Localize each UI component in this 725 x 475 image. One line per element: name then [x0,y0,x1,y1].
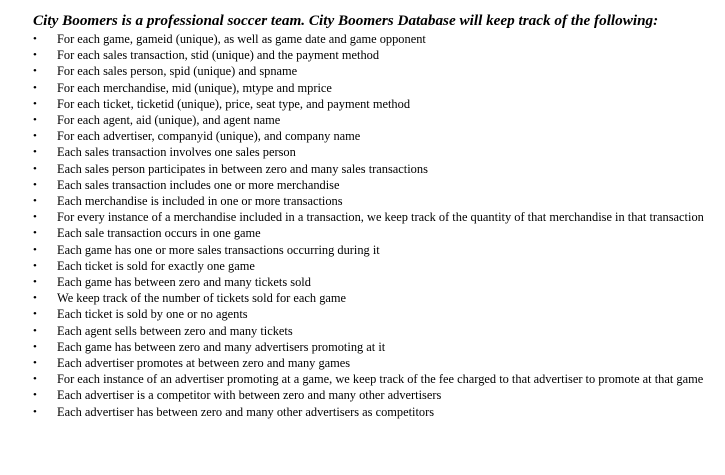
list-item [33,31,717,47]
bullet-icon: • [33,49,37,62]
bullet-icon: • [33,65,37,78]
list-item [33,63,717,79]
bullet-icon: • [33,114,37,127]
bullet-icon: • [33,357,37,370]
list-item [33,371,717,387]
list-item [33,161,717,177]
list-item-text: Each ticket is sold for exactly one game [57,258,255,273]
list-item [33,47,717,63]
list-item-text: Each sales person participates in between zero and many sales transactions [57,161,428,176]
bullet-icon: • [33,162,37,175]
list-item-text: For every instance of a merchandise included in a transaction, we keep track of the quantity of that merchandise in that transaction [57,210,704,225]
bullet-icon: • [33,211,37,224]
bullet-icon: • [33,146,37,159]
list-item-text: Each advertiser promotes at between zero and many games [57,356,351,371]
list-item-text: Each game has one or more sales transactions occurring during it [57,242,380,257]
list-item [33,323,717,339]
bullet-icon: • [33,130,37,143]
list-item [33,242,717,258]
bullet-icon: • [33,340,37,353]
list-item-text: Each merchandise is included in one or more transactions [57,194,343,209]
list-item-text: For each advertiser, companyid (unique), and company name [57,129,361,144]
list-item-text: For each merchandise, mid (unique), mtype and mprice [57,80,332,95]
bullet-icon: • [33,195,37,208]
list-item-text: Each sales transaction involves one sales person [57,145,296,160]
list-item [33,144,717,160]
list-item [33,177,717,193]
list-item-text: For each sales person, spid (unique) and spname [57,64,298,79]
list-item [33,258,717,274]
bullet-icon: • [33,308,37,321]
list-item [33,306,717,322]
bullet-icon: • [33,97,37,110]
list-item [33,193,717,209]
list-item-text: For each agent, aid (unique), and agent name [57,113,281,128]
list-item-text: Each game has between zero and many advertisers promoting at it [57,339,386,354]
list-item-text: For each ticket, ticketid (unique), price, seat type, and payment method [57,96,411,111]
list-item-text: Each advertiser is a competitor with between zero and many other advertisers [57,388,442,403]
bullet-icon: • [33,292,37,305]
bullet-icon: • [33,227,37,240]
list-item-text: Each advertiser has between zero and many other advertisers as competitors [57,404,435,419]
list-item [33,96,717,112]
list-item-text: For each instance of an advertiser promoting at a game, we keep track of the fee charged to that advertiser to promote at that game [57,372,704,387]
list-item-text: Each game has between zero and many tickets sold [57,275,311,290]
bullet-icon: • [33,81,37,94]
list-item-text: Each agent sells between zero and many tickets [57,323,293,338]
list-item [33,274,717,290]
list-item [33,225,717,241]
bullet-icon: • [33,389,37,402]
bullet-icon: • [33,276,37,289]
list-item-text: Each sale transaction occurs in one game [57,226,261,241]
list-item-text: We keep track of the number of tickets sold for each game [57,291,347,306]
bullet-icon: • [33,373,37,386]
bullet-icon: • [33,405,37,418]
bullet-icon: • [33,243,37,256]
list-item-text: Each sales transaction includes one or more merchandise [57,177,340,192]
list-item [33,112,717,128]
list-item [33,290,717,306]
bullet-icon: • [33,259,37,272]
list-item [33,128,717,144]
bullet-icon: • [33,178,37,191]
list-item [33,80,717,96]
list-item-text: Each ticket is sold by one or no agents [57,307,248,322]
list-item [33,404,717,420]
list-item [33,339,717,355]
list-item-text: For each game, gameid (unique), as well as game date and game opponent [57,32,426,46]
list-item [33,355,717,371]
list-item [33,387,717,403]
requirements-list [33,31,717,420]
list-item [33,209,717,225]
document-title: City Boomers is a professional soccer team. City Boomers Database will keep track of the following: [33,12,659,29]
list-item-text: For each sales transaction, stid (unique) and the payment method [57,48,380,63]
bullet-icon: • [33,33,37,45]
bullet-icon: • [33,324,37,337]
